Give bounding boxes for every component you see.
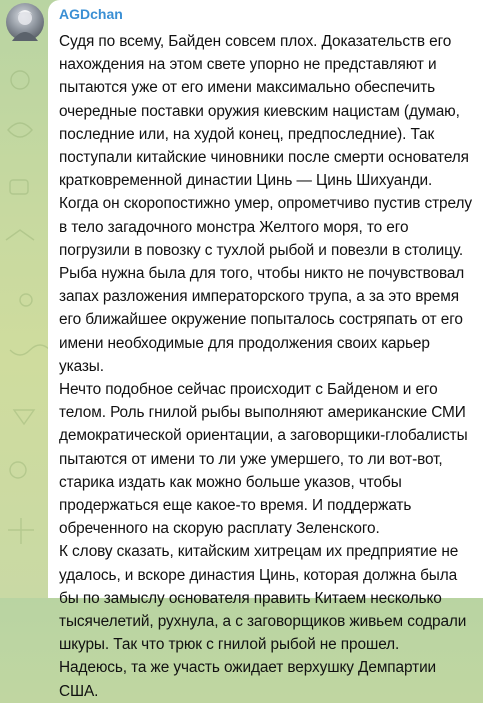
message-bubble bbox=[48, 0, 483, 700]
message-text bbox=[59, 30, 473, 703]
message-paragraph: Надеюсь, та же участь ожидает верхушку Демпартии США. bbox=[59, 659, 437, 700]
message-paragraph: Нечто подобное сейчас происходит с Байденом и его телом. Роль гнилой рыбы выполняют американские СМИ демократической ориентации, а заговорщики-глобалисты пытаются от имени то ли уже умершего, то ли вот-вот, старика издать как можно больше указов, чтобы продержаться еще какое-то время. И поддержать обреченного на скорую расплату Зеленского. bbox=[59, 381, 468, 538]
message-paragraph: Судя по всему, Байден совсем плох. Доказательств его нахождения на этом свете упорно не представляют и пытаются уже от его имени максимально обеспечить очередные поставки оружия киевским нацистам (думаю, последние или, на худой конец, предпоследние). Так поступали китайские чиновники после смерти основателя кратковременной династии Цинь — Цинь Шихуанди. Когда он скоропостижно умер, опрометчиво пустив стрелу в тело загадочного монстра Желтого моря, то его погрузили в повозку с тухлой рыбой и повезли в столицу. Рыба нужна была для того, чтобы никто не почувствовал запах разложения императорского трупа, а за это время его ближайшее окружение попыталось состряпать от его имени необходимые для продолжения своих карьер указы. bbox=[59, 33, 472, 375]
user-avatar-icon bbox=[6, 3, 44, 41]
message-paragraph: К слову сказать, китайским хитрецам их предприятие не удалось, и вскоре династия Цинь, которая должна была бы по замыслу основателя править Китаем несколько тысячелетий, рухнула, а с заговорщиков живьем содрали шкуры. Так что трюк с гнилой рыбой не прошел. bbox=[59, 543, 467, 654]
author-name[interactable]: AGDchan bbox=[59, 6, 123, 22]
avatar[interactable] bbox=[6, 3, 44, 41]
